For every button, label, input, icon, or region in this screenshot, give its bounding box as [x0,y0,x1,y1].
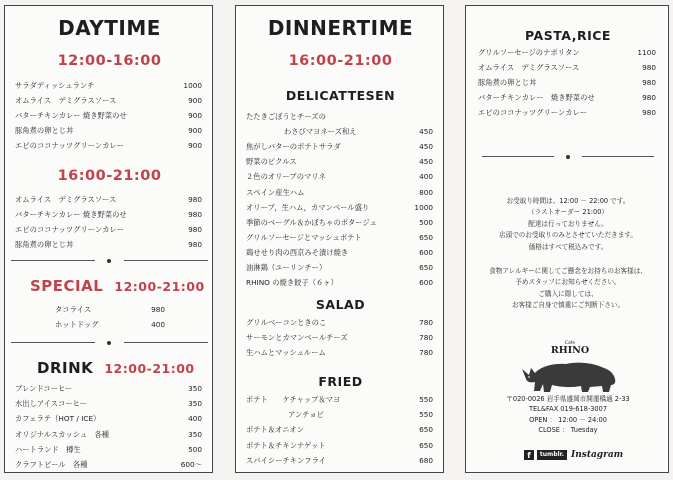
menu-item [15,382,202,396]
menu-item-name: わさびマヨネーズ和え [284,127,357,137]
menu-item-name: ブレンドコーヒー [15,384,73,393]
menu-item-name: グリルベーコンときのこ [246,318,327,327]
menu-item [288,408,433,422]
menu-item [15,94,202,108]
menu-item [478,106,656,120]
menu-item-price: 500 [188,444,202,454]
menu-item-name: グリルソーセージとマッシュポテト [246,232,362,242]
menu-item [15,458,202,472]
menu-item-price: 900 [188,126,202,135]
menu-item-price: 980 [151,305,165,314]
menu-item-price: 980 [642,108,656,117]
shop-address [466,394,670,435]
menu-item [246,331,433,345]
dinner-time-range: 16:00-21:00 [288,53,393,69]
menu-item-name: 豚角煮の卵とじ丼 [15,240,74,249]
menu-item [55,303,165,317]
menu-item [478,76,656,90]
menu-item-name: アンチョビ [288,410,324,420]
menu-item [478,46,656,60]
info-line: OPEN ： 12:00 － 24:00 [529,415,607,424]
menu-item-price: 600〜 [180,460,202,469]
tumblr-icon[interactable]: tumblr. [537,450,567,460]
info-line: 配達は行っておりません。 [528,219,608,228]
menu-item [246,140,433,154]
menu-item [15,193,202,207]
menu-item-name: 豚角煮の卵とじ丼 [15,126,74,135]
menu-item-name: 野菜のピクルス [246,157,297,167]
special-title: SPECIAL [30,277,104,295]
menu-item-name: ２色のオリーブのマリネ [246,172,326,182]
info-line: 予めスタッフにお知らせください。 [515,278,621,287]
fried-title: FRIED [318,374,363,389]
menu-item-price: 500 [419,217,433,227]
menu-item-price: 400 [151,320,165,329]
menu-item [15,412,202,426]
dinnertime-title: DINNERTIME [267,16,414,40]
info-line: 食物アレルギーに関してご懸念をお持ちのお客様は、 [489,267,647,275]
menu-item-price: 980 [642,93,656,102]
menu-item-name: RHINO の焼き餃子（６ヶ） [246,278,338,288]
menu-item [246,216,433,230]
menu-item [55,318,165,332]
menu-item-price: 900 [188,141,202,150]
menu-item [246,231,433,245]
menu-item-price: 350 [188,429,202,439]
dinnertime-panel [235,5,444,473]
menu-item-price: 980 [642,63,656,72]
info-line: 〒020-0026 岩手県盛岡市開運橋通 2-33 [506,395,630,403]
menu-item [246,393,433,407]
menu-item-price: 650 [419,440,433,450]
drink-time: 12:00-21:00 [104,361,195,376]
menu-item-price: 400 [419,172,433,182]
menu-item-name: オムライス デミグラスソース [478,63,580,72]
logo-rhino-text: RHINO [550,345,590,356]
menu-item-name: 鶏せせり肉の西京みそ漬け焼き [246,247,349,257]
menu-item [15,208,202,222]
pasta-rice-panel [465,5,669,473]
menu-item-name: ハートランド 樽生 [15,444,81,454]
menu-item [478,61,656,75]
delicatessen-title: DELICATTESEN [285,88,396,103]
menu-item [15,397,202,411]
menu-item-price: 350 [188,399,202,409]
menu-item-name: クラフトビール 各種 [15,460,88,469]
menu-item-price: 780 [419,318,433,327]
menu-item-price: 1100 [637,48,656,57]
menu-item-price: 980 [188,195,202,204]
menu-item-name: ポテト＆オニオン [246,425,305,435]
menu-item [246,454,433,468]
menu-item-name: ポテト＆チキンナゲット [246,440,326,450]
menu-item-name: スパイシーチキンフライ [246,455,326,465]
menu-item [15,223,202,237]
menu-item [246,201,433,215]
pickup-notice [466,196,670,253]
cafe-rhino-logo [550,341,590,356]
menu-item-price: 780 [419,348,433,357]
menu-item-name: エビのココナッツグリーンカレー [15,141,125,150]
menu-item-price: 1000 [414,202,433,212]
section-divider [482,154,654,160]
info-line: 店頭でのお受取りのみとさせていただきます。 [499,231,637,240]
menu-item-price: 980 [188,225,202,234]
info-line: ご購入に際しては、 [538,289,598,298]
allergy-notice [466,266,670,312]
menu-item [15,79,202,93]
menu-item-price: 650 [419,232,433,242]
menu-item-name: タコライス [55,305,92,314]
menu-item-price: 900 [188,96,202,105]
menu-item [15,124,202,138]
menu-item-price: 450 [419,157,433,167]
menu-item-name: オリーブ，生ハム，カマンベール盛り [246,202,370,212]
menu-item [15,139,202,153]
menu-item [246,186,433,200]
facebook-icon[interactable]: f [524,450,534,460]
evening-time-range: 16:00-21:00 [57,168,162,184]
menu-item-price: 900 [188,111,202,120]
menu-item [246,261,433,275]
menu-item [284,125,433,139]
menu-item-price: 350 [188,384,202,393]
menu-item-name: 季節のベーグル＆かぼちゃのポタージュ [246,217,377,227]
menu-item-price: 550 [419,410,433,420]
menu-item [246,246,433,260]
menu-item [15,428,202,442]
menu-item [478,91,656,105]
menu-item-name: サーモンとカマンベールチーズ [246,333,348,342]
menu-item-price: 650 [419,425,433,435]
menu-item-price: 980 [188,210,202,219]
menu-item-name: ポテト ケチャップ＆マヨ [246,395,341,404]
menu-item [15,238,202,252]
menu-item-name: オリジナルスカッシュ 各種 [15,429,110,439]
info-line: TEL&FAX 019-618-3007 [528,405,608,414]
menu-item-price: 800 [419,187,433,197]
menu-item-name: 水出しアイスコーヒー [15,399,87,409]
social-links [524,449,654,463]
menu-item-name: カフェラテ（HOT / ICE） [15,414,101,424]
menu-item-price: 1000 [183,81,202,90]
instagram-link[interactable]: Instagram [571,450,624,460]
menu-item-name: バターチキンカレー 焼き野菜のせ [478,93,595,102]
menu-item-name: 焦がしバターのポテトサラダ [246,142,341,152]
menu-item-name: サラダディッシュランチ [15,81,95,90]
info-line: 価格はすべて税込みです。 [528,242,608,251]
menu-item [246,170,433,184]
menu-item-price: 600 [419,247,433,257]
menu-item [15,443,202,457]
menu-item-price: 780 [419,333,433,342]
menu-item-name: グリルソーセージのナポリタン [478,48,580,57]
menu-item-name: エビのココナッツグリーンカレー [478,108,588,117]
menu-item-price: 980 [188,240,202,249]
special-heading [30,276,205,295]
menu-item [246,155,433,169]
daytime-title: DAYTIME [58,16,161,40]
info-line: （ラストオーダー 21:00） [527,208,609,217]
menu-item [246,316,433,330]
menu-item-name: バターチキンカレー 焼き野菜のせ [15,111,127,120]
menu-item [15,109,202,123]
menu-item-name: たたきごぼうとチーズの [246,112,326,121]
menu-item-price: 600 [419,278,433,288]
menu-item-price: 450 [419,142,433,152]
menu-item-price: 980 [642,78,656,87]
daytime-panel [4,5,213,473]
menu-item-name: 豚角煮の卵とじ丼 [478,78,537,87]
menu-item-name: 油淋鶏（ユーリンチー） [246,263,327,272]
menu-item-name: バターチキンカレー 焼き野菜のせ [15,210,127,219]
menu-item-name: ホットドッグ [55,320,99,329]
menu-item-price: 650 [419,263,433,272]
menu-item [246,276,433,290]
menu-item-name: オムライス デミグラスソース [15,96,117,105]
pasta-rice-title: PASTA,RICE [525,28,611,43]
menu-item [246,439,433,453]
info-line: お受取り時間は、12:00 － 22:00 です。 [506,197,630,205]
menu-item-name: エビのココナッツグリーンカレー [15,225,125,234]
menu-item [246,423,433,437]
menu-item-name: 生ハムとマッシュルーム [246,348,326,357]
menu-item-name: スペイン産生ハム [246,187,305,197]
day-time-range: 12:00-16:00 [57,53,162,69]
drink-title: DRINK [37,359,94,377]
info-line: お客様ご自身で慎重にご判断下さい。 [511,301,625,310]
salad-title: SALAD [315,297,366,312]
menu-item-price: 680 [419,455,433,465]
menu-item-price: 450 [419,127,433,137]
info-line: CLOSE ： Tuesday [538,425,598,434]
section-divider [11,258,208,264]
logo-cafe-text: Cafe [564,341,576,346]
rhino-icon [520,355,620,395]
special-time: 12:00-21:00 [114,279,205,294]
menu-item [246,110,433,124]
menu-item-name: オムライス デミグラスソース [15,195,117,204]
drink-heading [37,358,195,377]
menu-item-price: 550 [419,395,433,404]
menu-item-price: 400 [188,414,202,424]
section-divider [11,340,208,346]
menu-item [246,346,433,360]
